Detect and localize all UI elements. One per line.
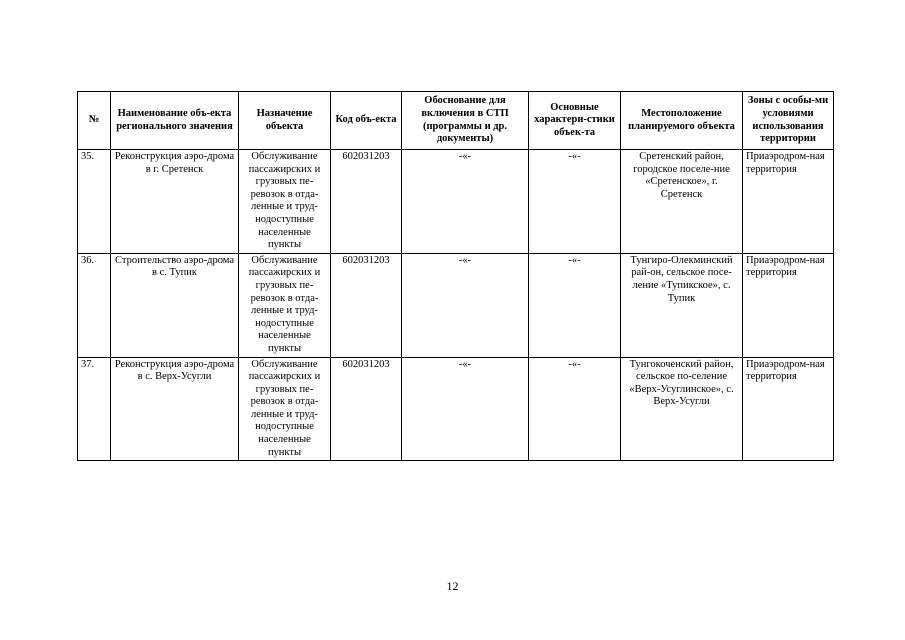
object-location: Тунгокоченский район, сельское по-селение «Верх-Усуглинское», с. Верх-Усугли	[621, 357, 743, 461]
objects-table	[77, 91, 834, 461]
header-code: Код объ-екта	[331, 92, 402, 150]
object-characteristics: -«-	[529, 357, 621, 461]
header-characteristics: Основные характери-стики объек-та	[529, 92, 621, 150]
header-number: №	[78, 92, 111, 150]
object-code: 602031203	[331, 253, 402, 357]
object-name: Реконструкция аэро-дрома в г. Сретенск	[111, 150, 239, 254]
object-basis: -«-	[402, 150, 529, 254]
object-zone: Приаэродром-ная территория	[743, 357, 834, 461]
object-location: Тунгиро-Олекминский рай-он, сельское посе-ление «Тупикское», с. Тупик	[621, 253, 743, 357]
object-characteristics: -«-	[529, 150, 621, 254]
header-zones: Зоны с особы-ми условиями использования территории	[743, 92, 834, 150]
object-code: 602031203	[331, 150, 402, 254]
header-purpose: Назначение объекта	[239, 92, 331, 150]
header-basis: Обоснование для включения в СТП (программы и др. документы)	[402, 92, 529, 150]
object-characteristics: -«-	[529, 253, 621, 357]
row-number: 37.	[78, 357, 111, 461]
header-object-name: Наименование объ-екта регионального значения	[111, 92, 239, 150]
object-basis: -«-	[402, 357, 529, 461]
row-number: 35.	[78, 150, 111, 254]
object-purpose: Обслуживание пассажирских и грузовых пе-ревозок в отда-ленные и труд-нодоступные населенные пункты	[239, 150, 331, 254]
table-row	[78, 150, 834, 254]
header-row	[78, 92, 834, 150]
object-zone: Приаэродром-ная территория	[743, 150, 834, 254]
object-name: Реконструкция аэро-дрома в с. Верх-Усугли	[111, 357, 239, 461]
object-code: 602031203	[331, 357, 402, 461]
header-location: Местоположение планируемого объекта	[621, 92, 743, 150]
object-purpose: Обслуживание пассажирских и грузовых пе-ревозок в отда-ленные и труд-нодоступные населенные пункты	[239, 253, 331, 357]
table-row	[78, 253, 834, 357]
object-basis: -«-	[402, 253, 529, 357]
table-row	[78, 357, 834, 461]
object-name: Строительство аэро-дрома в с. Тупик	[111, 253, 239, 357]
object-zone: Приаэродром-ная территория	[743, 253, 834, 357]
row-number: 36.	[78, 253, 111, 357]
page-number: 12	[446, 579, 459, 593]
object-purpose: Обслуживание пассажирских и грузовых пе-ревозок в отда-ленные и труд-нодоступные населенные пункты	[239, 357, 331, 461]
object-location: Сретенский район, городское поселе-ние «Сретенское», г. Сретенск	[621, 150, 743, 254]
